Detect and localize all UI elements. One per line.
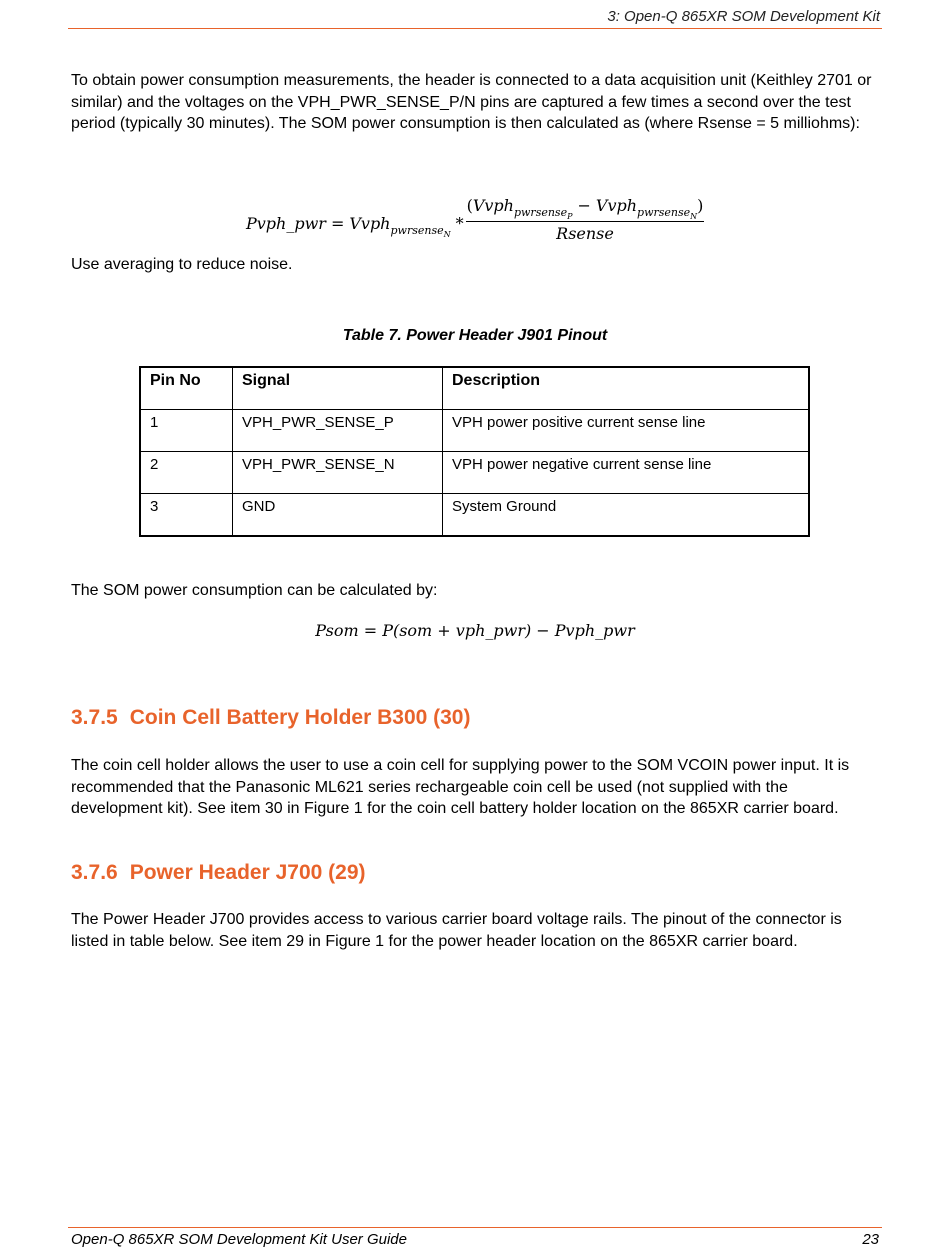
- intro-paragraph: To obtain power consumption measurements, the header is connected to a data acquisition unit (Keithley 2701 or similar) and the voltages on the VPH_PWR_SENSE_P/N pins are captured a few times a second over the test period (typically 30 minutes). The SOM power consumption is then calculated as (where Rsense = 5 milliohms):: [71, 72, 872, 132]
- section-number: 3.7.6: [71, 861, 118, 884]
- averaging-note: Use averaging to reduce noise.: [71, 256, 293, 273]
- fraction-bar: [466, 221, 704, 222]
- equation-denominator: Rsense: [556, 224, 614, 243]
- column-header: Signal: [233, 367, 443, 410]
- table-caption: Table 7. Power Header J901 Pinout: [342, 327, 608, 344]
- header-rule: [68, 28, 882, 29]
- page-number: 23: [862, 1231, 879, 1248]
- table-header-row: [140, 367, 809, 410]
- section-heading-3-7-6: [71, 861, 366, 885]
- power-equation: [0, 196, 950, 252]
- equation-numerator: (Vvph$_{pwrsense_P}$− Vvph$_{pwrsense_N}$): [466, 196, 704, 221]
- section-number: 3.7.5: [71, 706, 118, 729]
- table-cell: VPH power positive current sense line: [443, 410, 810, 452]
- table-cell: System Ground: [443, 494, 810, 537]
- section-heading-3-7-5: [71, 706, 470, 730]
- table-cell: VPH_PWR_SENSE_P: [233, 410, 443, 452]
- table-cell: VPH power negative current sense line: [443, 452, 810, 494]
- table-cell: 3: [140, 494, 233, 537]
- footer-rule: [68, 1227, 882, 1228]
- table-row: [140, 410, 809, 452]
- footer-guide-title: Open-Q 865XR SOM Development Kit User Guide: [71, 1231, 407, 1248]
- pinout-table: [139, 366, 810, 537]
- table-row: [140, 494, 809, 537]
- table-cell: VPH_PWR_SENSE_N: [233, 452, 443, 494]
- column-header: Description: [443, 367, 810, 410]
- table-cell: GND: [233, 494, 443, 537]
- equation-fraction: [466, 196, 704, 243]
- som-power-equation: Psom = P(som + vph_pwr) − Pvph_pwr: [315, 621, 635, 640]
- section-title: Coin Cell Battery Holder B300 (30): [129, 706, 471, 729]
- table-cell: 1: [140, 410, 233, 452]
- section-body-3-7-5: The coin cell holder allows the user to use a coin cell for supplying power to the SOM VCOIN power input. It is recommended that the Panasonic ML621 series rechargeable coin cell be used (not supplied with the development kit). See item 30 in Figure 1 for the coin cell battery holder location on the 865XR carrier board.: [71, 757, 850, 817]
- calc-intro: The SOM power consumption can be calculated by:: [71, 582, 438, 599]
- running-header: 3: Open-Q 865XR SOM Development Kit: [607, 8, 880, 25]
- table-cell: 2: [140, 452, 233, 494]
- section-body-3-7-6: The Power Header J700 provides access to various carrier board voltage rails. The pinout of the connector is listed in table below. See item 29 in Figure 1 for the power header location on the 865XR carrier board.: [71, 911, 842, 950]
- table-row: [140, 452, 809, 494]
- section-title: Power Header J700 (29): [129, 861, 366, 884]
- column-header: Pin No: [140, 367, 233, 410]
- equation-lhs: Pvph_pwr = Vvph$_{pwrsense_N}$*: [246, 214, 464, 239]
